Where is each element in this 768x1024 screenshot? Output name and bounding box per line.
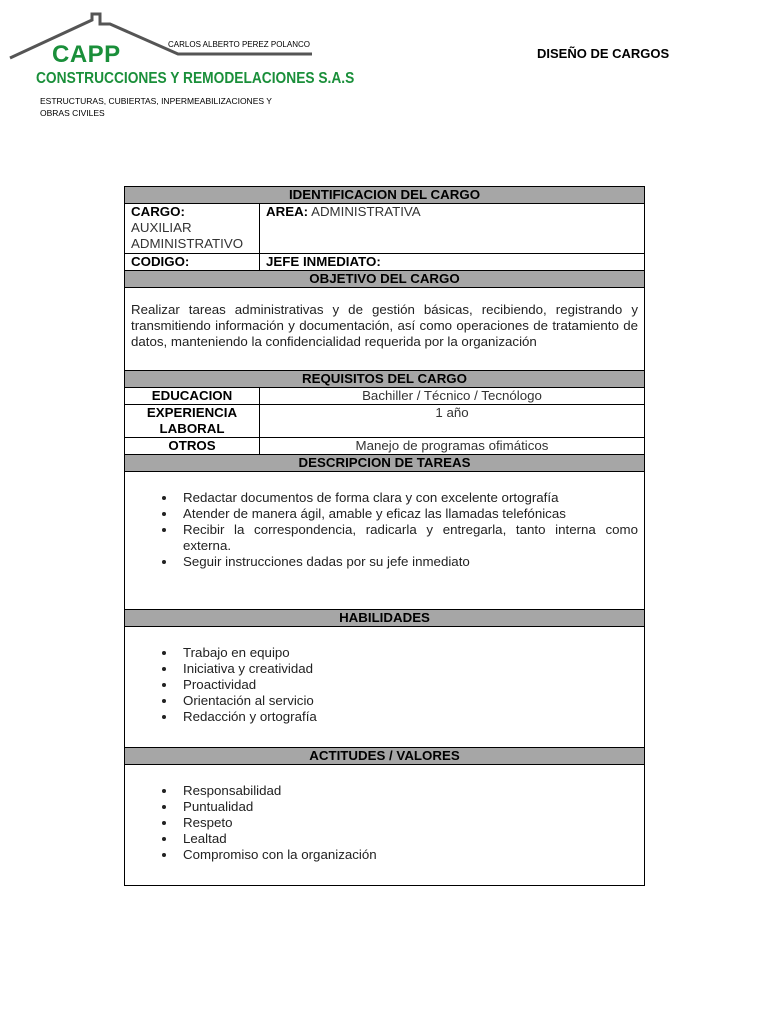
- skills-heading: HABILIDADES: [125, 610, 645, 627]
- area-cell: [260, 204, 645, 254]
- list-item: • Iniciativa y creatividad: [177, 661, 638, 677]
- list-item: • Redactar documentos de forma clara y con excelente ortografía: [177, 490, 638, 506]
- cargo-label: CARGO:: [131, 204, 185, 219]
- company-logo: [0, 0, 355, 125]
- logo-tagline: ESTRUCTURAS, CUBIERTAS, INPERMEABILIZACIONES Y OBRAS CIVILES: [40, 96, 272, 118]
- skills-list: [131, 645, 638, 725]
- objective-row: [125, 288, 645, 371]
- list-item: • Trabajo en equipo: [177, 645, 638, 661]
- experience-value: 1 año: [260, 405, 645, 438]
- objective-heading: OBJETIVO DEL CARGO: [125, 271, 645, 288]
- tasks-row: [125, 472, 645, 610]
- list-item: • Compromiso con la organización: [177, 847, 638, 863]
- list-item: • Lealtad: [177, 831, 638, 847]
- experience-label: EXPERIENCIA LABORAL: [125, 405, 260, 438]
- list-item: • Recibir la correspondencia, radicarla y entregarla, tanto interna como externa.: [177, 522, 638, 554]
- others-label: OTROS: [125, 438, 260, 455]
- attitudes-list: [131, 783, 638, 863]
- objective-text: Realizar tareas administrativas y de gestión básicas, recibiendo, registrando y transmitiendo información y documentación, así como operaciones de tratamiento de datos, manteniendo la confidencialidad requerida por la organización: [125, 288, 645, 371]
- section-header-row: [125, 187, 645, 204]
- area-label: AREA:: [266, 204, 309, 219]
- list-item: • Respeto: [177, 815, 638, 831]
- attitudes-row: [125, 765, 645, 886]
- list-item: • Puntualidad: [177, 799, 638, 815]
- others-row: [125, 438, 645, 455]
- list-item: • Responsabilidad: [177, 783, 638, 799]
- job-design-form: [124, 186, 645, 886]
- section-header-row: [125, 455, 645, 472]
- list-item: • Seguir instrucciones dadas por su jefe inmediato: [177, 554, 638, 570]
- list-item: • Atender de manera ágil, amable y eficaz las llamadas telefónicas: [177, 506, 638, 522]
- cargo-value: AUXILIAR ADMINISTRATIVO: [131, 220, 244, 251]
- tasks-cell: [125, 472, 645, 610]
- area-value: ADMINISTRATIVA: [311, 204, 421, 219]
- codigo-label: CODIGO:: [125, 254, 260, 271]
- attitudes-heading: ACTITUDES / VALORES: [125, 748, 645, 765]
- skills-row: [125, 627, 645, 748]
- section-header-row: [125, 610, 645, 627]
- document-title: DISEÑO DE CARGOS: [537, 46, 670, 61]
- logo-company-name: CONSTRUCCIONES Y REMODELACIONES S.A.S: [36, 70, 355, 87]
- section-header-row: [125, 371, 645, 388]
- cargo-cell: [125, 204, 260, 254]
- codigo-jefe-row: [125, 254, 645, 271]
- section-header-row: [125, 271, 645, 288]
- experience-row: [125, 405, 645, 438]
- section-header-row: [125, 748, 645, 765]
- logo-owner: CARLOS ALBERTO PEREZ POLANCO: [168, 40, 310, 49]
- education-value: Bachiller / Técnico / Tecnólogo: [260, 388, 645, 405]
- list-item: • Proactividad: [177, 677, 638, 693]
- list-item: • Orientación al servicio: [177, 693, 638, 709]
- cargo-area-row: [125, 204, 645, 254]
- education-row: [125, 388, 645, 405]
- education-label: EDUCACION: [125, 388, 260, 405]
- others-value: Manejo de programas ofimáticos: [260, 438, 645, 455]
- requirements-heading: REQUISITOS DEL CARGO: [125, 371, 645, 388]
- identification-heading: IDENTIFICACION DEL CARGO: [125, 187, 645, 204]
- logo-brand: CAPP: [52, 41, 121, 68]
- attitudes-cell: [125, 765, 645, 886]
- skills-cell: [125, 627, 645, 748]
- tasks-heading: DESCRIPCION DE TAREAS: [125, 455, 645, 472]
- jefe-inmediato-label: JEFE INMEDIATO:: [260, 254, 645, 271]
- list-item: • Redacción y ortografía: [177, 709, 638, 725]
- house-roof-icon: [0, 0, 330, 70]
- tasks-list: [131, 490, 638, 570]
